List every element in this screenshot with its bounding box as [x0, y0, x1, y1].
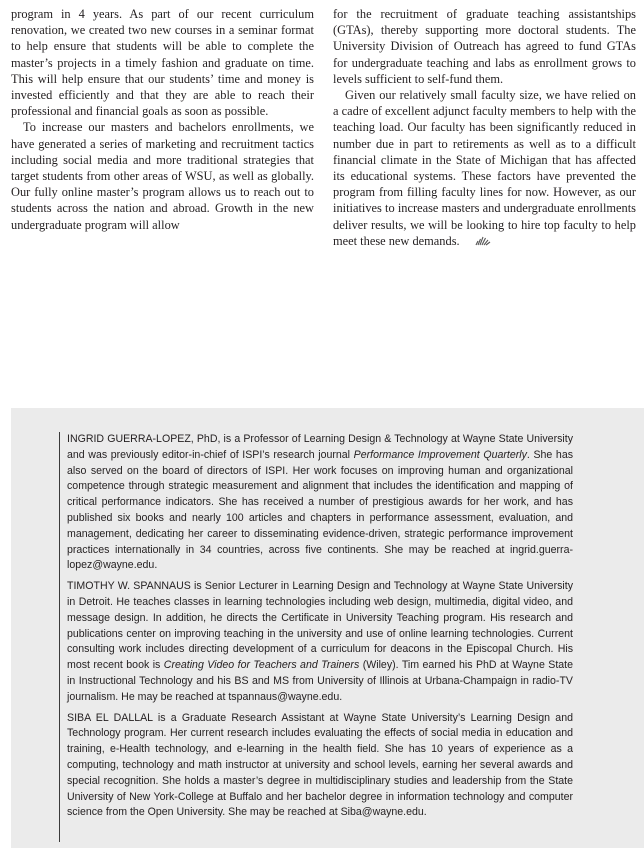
article-paragraph: program in 4 years. As part of our recent curriculum renovation, we created two new courses in a seminar format to help ensure that students will be able to complete the master’s projects in a timely fashion and graduate on time. This will help ensure that our students’ time and money is invested efficiently and that they are able to reach their professional and financial goals as soon as possible. [11, 7, 314, 119]
article-right-column [333, 6, 636, 250]
journal-title: Performance Improvement Quarterly [353, 448, 527, 461]
book-title: Creating Video for Teachers and Trainers [163, 659, 360, 672]
author-bios [67, 432, 573, 826]
author-bios-box [11, 408, 644, 848]
article-paragraph: To increase our masters and bachelors enrollments, we have generated a series of marketing and recruitment tactics including social media and more traditional strategies that target students from other areas of WSU, as well as globally. Our fully online master’s program allows us to reach out to students across the nation and abroad. Growth in the new undergraduate program will allow [11, 120, 314, 232]
author-bio-guerra-lopez: INGRID GUERRA-LOPEZ, PhD, is a Professor of Learning Design & Technology at Wayne State University and was previously editor-in-chief of ISPI’s research journal Performance Improvement Quarterly. She has also served on the board of directors of ISPI. Her work focuses on improving human and organizational competence through strategic measurement and alignment that includes the identification and mapping of critical performance indicators. She has received a number of prestigious awards for her work, and has published six books and nearly 100 articles and chapters in performance assessment, evaluation, and management, dedicating her career to disseminating evidence-driven, strategic performance improvement practices internationally in 34 countries, across five continents. She may be reached at ingrid.guerra-lopez@wayne.edu. [67, 433, 574, 572]
article-paragraph-text: Given our relatively small faculty size, we have relied on a cadre of excellent adjunct faculty members to help with the teaching load. Our faculty has been significantly reduced in number due in part to retirements as well as to a difficult financial climate in the State of Michigan that has affected its educational systems. These factors have prevented the program from filling faculty lines for now. However, as our initiatives to increase masters and undergraduate enrollments deliver results, we will be looking to hire top faculty to help meet these new demands. [333, 88, 636, 248]
journal-end-mark-icon [463, 234, 491, 250]
article-paragraph [333, 87, 636, 250]
bio-divider-rule [59, 432, 60, 842]
article-paragraph: for the recruitment of graduate teaching assistantships (GTAs), thereby supporting more doctoral students. The University Division of Outreach has agreed to fund GTAs for undergraduate teaching and labs as enrollment grows to levels sufficient to self-fund them. [333, 7, 636, 86]
article-left-column [11, 6, 314, 233]
author-bio-el-dallal: SIBA EL DALLAL is a Graduate Research Assistant at Wayne State University’s Learning Design and Technology program. Her current research includes evaluating the effects of social media in education and training, e-Health technology, and e-learning in the health field. She has 10 years of experience as a computing, technology and math instructor at university and school levels, earning her several awards and special recognition. She holds a master’s degree in multidisciplinary studies and leadership from the State University of New York-College at Buffalo and her bachelor degree in information technology and computer science from the Open University. She may be reached at Siba@wayne.edu. [67, 711, 573, 819]
author-bio-spannaus: TIMOTHY W. SPANNAUS is Senior Lecturer in Learning Design and Technology at Wayne State University in Detroit. He teaches classes in learning technologies including web design, multimedia, digital video, and message design. In addition, he directs the Certificate in University Teaching program. His research and publications center on improving teaching in the university and use of online learning technologies. Current consulting work includes directing development of a curriculum for deacons in the Episcopal Church. His most recent book is Creating Video for Teachers and Trainers (Wiley). Tim earned his PhD at Wayne State in Instructional Technology and his BS and MS from University of Illinois at Urbana-Champaign in radio-TV journalism. He may be reached at tspannaus@wayne.edu. [67, 580, 574, 703]
